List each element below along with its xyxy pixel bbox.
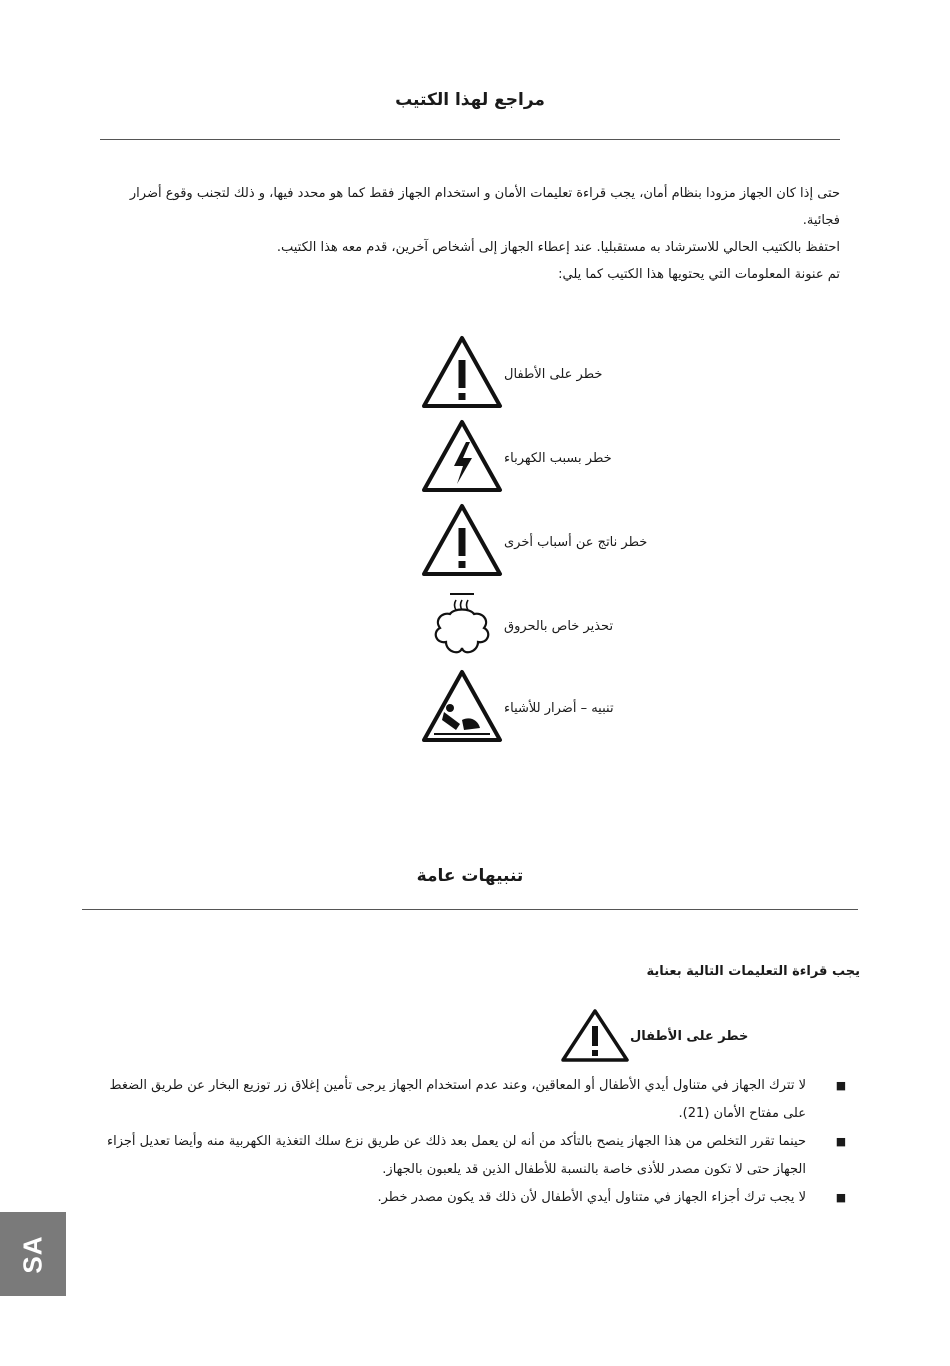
children-danger-warning — [560, 1008, 842, 1064]
instruction-heading: يجب قراءة التعليمات التالية بعناية — [646, 964, 860, 979]
general-warnings-title: تنبيهات عامة — [416, 866, 524, 886]
legend-label: تنبيه – أضرار للأشياء — [504, 700, 614, 716]
language-tab — [0, 1212, 66, 1296]
intro-paragraph: حتى إذا كان الجهاز مزودا بنظام أمان، يجب قراءة تعليمات الأمان و استخدام الجهاز فقط كما هو محدد فيها، و ذلك لتجنب وقوع أضرار فجائية. — [129, 186, 840, 228]
warning-triangle-icon — [560, 1008, 630, 1064]
legend-label: خطر على الأطفال — [504, 366, 603, 382]
warning-triangle-icon — [420, 334, 504, 414]
list-item — [88, 1072, 848, 1128]
list-item-text: لا يجب ترك أجزاء الجهاز في متناول أيدي الأطفال لأن ذلك قد يكون مصدر خطر. — [377, 1190, 806, 1205]
legend-item-damage — [420, 668, 840, 748]
intro-paragraph: احتفظ بالكتيب الحالي للاسترشاد به مستقبليا. عند إعطاء الجهاز إلى أشخاص آخرين، قدم معه هذا الكتيب. — [276, 240, 840, 255]
references-title: مراجع لهذا الكتيب — [395, 90, 545, 110]
legend-item-children — [420, 334, 840, 414]
appliance-damage-icon — [420, 668, 504, 748]
section-divider — [82, 909, 858, 910]
legend-label: خطر بسبب الكهرباء — [504, 450, 612, 466]
list-item — [88, 1128, 848, 1184]
legend-label: تحذير خاص بالحروق — [504, 618, 614, 634]
intro-paragraph: تم عنونة المعلومات التي يحتويها هذا الكتيب كما يلي: — [558, 267, 840, 282]
bullet-icon: ■ — [835, 1191, 847, 1204]
intro-text — [92, 180, 840, 288]
list-item — [88, 1184, 848, 1212]
warning-triangle-icon — [420, 502, 504, 582]
electric-hazard-icon — [420, 418, 504, 498]
legend-item-burns — [420, 586, 840, 666]
legend-label: خطر ناتج عن أسباب أخرى — [504, 534, 648, 550]
list-item-text: حينما تقرر التخلص من هذا الجهاز ينصح بالتأكد من أنه لن يعمل بعد ذلك عن طريق نزع سلك التغذية الكهربية منه وأيضا تعديل أجزاء الجهاز حتى لا تكون مصدر للأذى خاصة بالنسبة للأطفال الذين قد يلعبون بالجهاز. — [107, 1134, 806, 1177]
warnings-list — [88, 1072, 848, 1212]
hot-surface-icon — [420, 586, 504, 666]
title-divider — [100, 139, 840, 140]
list-item-text: لا تترك الجهاز في متناول أيدي الأطفال أو المعاقين، وعند عدم استخدام الجهاز يرجى تأمين إغلاق زر توزيع البخار عن طريق الضغط على مفتاح الأمان (21). — [109, 1078, 806, 1121]
bullet-icon: ■ — [835, 1135, 847, 1148]
bullet-icon: ■ — [835, 1079, 847, 1092]
legend-item-other — [420, 502, 840, 582]
legend-item-electric — [420, 418, 840, 498]
warning-label: خطر على الأطفال — [630, 1028, 749, 1044]
language-tab-label: SA — [17, 1234, 48, 1274]
